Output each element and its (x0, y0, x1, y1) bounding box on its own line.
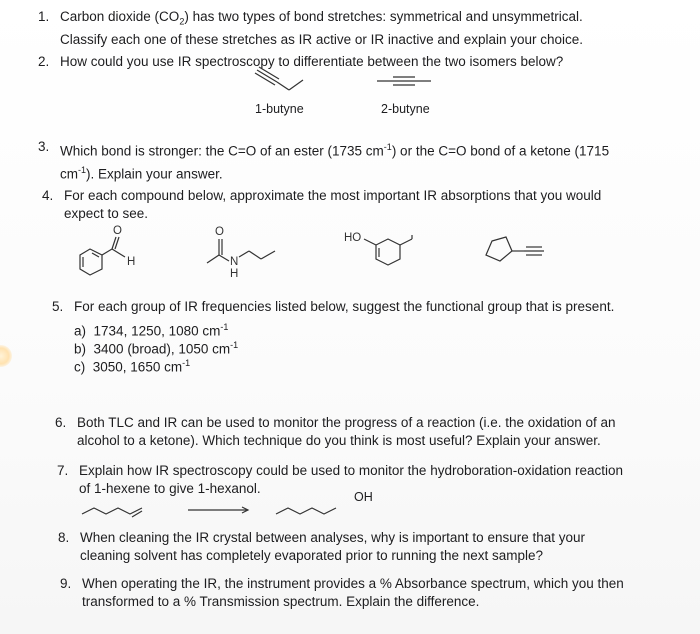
q2-text: How could you use IR spectroscopy to differentiate between the two isomers below? (60, 54, 564, 69)
atom-h-2: H (230, 268, 239, 280)
q8-line2: cleaning solvent has completely evaporated prior to running the next sample? (80, 548, 544, 563)
q4-line2: expect to see. (64, 206, 149, 221)
q3-line2: $cm^{-1}$). Explain your answer. (60, 164, 223, 181)
q7-line2: of 1-hexene to give 1-hexanol. (79, 481, 261, 496)
label-2-butyne: 2-butyne (381, 102, 430, 116)
q3-number: 3. (38, 139, 50, 154)
q5-part-a: a) 1734, 1250, 1080 $cm^{-1}$ (74, 322, 229, 339)
structure-aromatic-aldehyde (70, 225, 160, 285)
q7-line1: Explain how IR spectroscopy could be used to monitor the hydroboration-oxidation reaction (79, 463, 624, 478)
light-glare (0, 345, 12, 367)
q9-line2: transformed to a % Transmission spectrum. Explain the difference. (82, 594, 480, 609)
atom-o-2: O (215, 226, 224, 238)
q9-number: 9. (60, 576, 72, 591)
q6-line1: Both TLC and IR can be used to monitor the progress of a reaction (i.e. the oxidation of an (77, 415, 616, 430)
q7-number: 7. (57, 463, 69, 478)
hydroboration-scheme (80, 498, 340, 524)
structure-cyclopentyl-alkyne (478, 225, 558, 275)
structure-amide (205, 225, 295, 285)
label-1-butyne: 1-butyne (255, 102, 304, 116)
structure-2-butyne (375, 73, 435, 87)
q5-part-b: b) 3400 (broad), 1050 $cm^{-1}$ (74, 340, 239, 357)
q8-number: 8. (58, 530, 70, 545)
q5-number: 5. (52, 299, 64, 314)
atom-ho: HO (344, 232, 362, 244)
q1-line2: Classify each one of these stretches as IR active or IR inactive and explain your choice. (60, 31, 584, 47)
atom-n: N (230, 256, 239, 268)
q2-number: 2. (38, 54, 50, 69)
q1-line1: Carbon dioxide $(CO_2)$ has two types of bond stretches: symmetrical and unsymmetrical. (60, 9, 583, 27)
hexanol-oh-label: OH (354, 490, 373, 504)
structure-cyclic-alcohol (340, 225, 450, 285)
q4-number: 4. (42, 188, 54, 203)
atom-o-1: O (113, 225, 122, 237)
q4-line1: For each compound below, approximate the most important IR absorptions that you would (64, 188, 602, 203)
structure-1-butyne (255, 68, 315, 98)
q1-number: 1. (38, 9, 50, 24)
q8-line1: When cleaning the IR crystal between analyses, why is important to ensure that your (80, 530, 586, 545)
q9-line1: When operating the IR, the instrument provides a % Absorbance spectrum, which you then (82, 576, 624, 591)
q6-line2: alcohol to a ketone). Which technique do you think is most useful? Explain your answer. (77, 433, 601, 448)
q5-part-c: c) 3050, 1650 $cm^{-1}$ (74, 358, 191, 375)
atom-h-1: H (127, 256, 136, 268)
q5-text: For each group of IR frequencies listed below, suggest the functional group that is present. (74, 299, 615, 314)
q6-number: 6. (55, 415, 67, 430)
q3-line1: Which bond is stronger: the C=O of an ester (1735 $cm^{-1}$) or the C=O bond of a ketone (1715 (60, 142, 610, 159)
